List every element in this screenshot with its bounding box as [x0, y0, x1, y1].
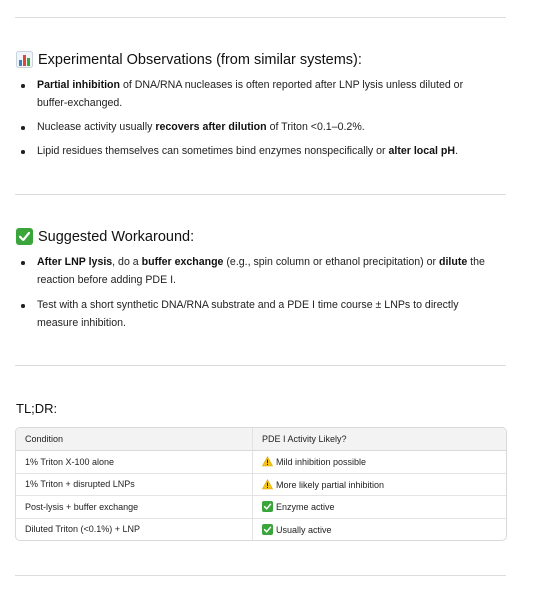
- divider: [15, 17, 506, 18]
- condition-cell: 1% Triton X-100 alone: [16, 451, 253, 474]
- green-check-icon: [262, 524, 273, 535]
- divider: [15, 365, 506, 366]
- item-text: the reaction before adding PDE I.: [37, 256, 485, 286]
- observations-heading: [16, 51, 362, 68]
- summary-table: [15, 427, 507, 541]
- item-text: Test with a short synthetic DNA/RNA substrate and a PDE I time course ± LNPs to directly measure inhibition.: [37, 299, 459, 329]
- activity-cell: [253, 518, 507, 540]
- tldr-heading: TL;DR:: [16, 401, 58, 416]
- bar-chart-icon: [16, 51, 33, 68]
- condition-cell: 1% Triton + disrupted LNPs: [16, 473, 253, 496]
- list-item: [16, 296, 496, 332]
- table-header-row: [16, 428, 506, 451]
- green-check-icon: [262, 501, 273, 512]
- bold-text: dilute: [438, 256, 468, 268]
- bold-text: alter local pH: [388, 145, 456, 157]
- warning-icon: [262, 479, 273, 490]
- workaround-heading: [16, 228, 194, 245]
- observations-heading-text: Experimental Observations (from similar systems):: [38, 51, 362, 68]
- activity-cell: [253, 451, 507, 474]
- table-row: [16, 518, 506, 540]
- activity-text: Enzyme active: [276, 502, 335, 513]
- item-text: of Triton <0.1–0.2%.: [266, 121, 365, 133]
- item-text: Nuclease activity usually: [37, 121, 156, 133]
- table-row: [16, 473, 506, 496]
- item-text: Lipid residues themselves can sometimes bind enzymes nonspecifically or: [37, 145, 389, 157]
- list-item: [16, 142, 496, 160]
- table-row: [16, 451, 506, 474]
- bold-text: buffer exchange: [141, 256, 224, 268]
- activity-text: Usually active: [276, 524, 332, 535]
- activity-cell: [253, 496, 507, 519]
- green-check-icon: [16, 228, 33, 245]
- bold-text: recovers after dilution: [155, 121, 267, 133]
- divider: [15, 575, 506, 576]
- list-item: [16, 253, 496, 289]
- divider: [15, 194, 506, 195]
- table-row: [16, 496, 506, 519]
- bold-text: Partial inhibition: [37, 79, 120, 91]
- item-text: (e.g., spin column or ethanol precipitation) or: [223, 256, 439, 268]
- condition-cell: Post-lysis + buffer exchange: [16, 496, 253, 519]
- warning-icon: [262, 456, 273, 467]
- workaround-list: [16, 253, 496, 332]
- column-header-condition: Condition: [16, 428, 253, 451]
- condition-cell: Diluted Triton (<0.1%) + LNP: [16, 518, 253, 540]
- column-header-activity: PDE I Activity Likely?: [253, 428, 507, 451]
- activity-text: Mild inhibition possible: [276, 457, 367, 468]
- activity-text: More likely partial inhibition: [276, 479, 385, 490]
- workaround-heading-text: Suggested Workaround:: [38, 228, 195, 245]
- list-item: [16, 118, 496, 136]
- list-item: [16, 76, 496, 112]
- bold-text: After LNP lysis: [37, 256, 113, 268]
- item-text: of DNA/RNA nucleases is often reported after LNP lysis unless diluted or buffer-exchanged.: [37, 79, 464, 109]
- activity-cell: [253, 473, 507, 496]
- item-text: .: [455, 145, 459, 157]
- observations-list: [16, 76, 496, 160]
- item-text: , do a: [112, 256, 142, 268]
